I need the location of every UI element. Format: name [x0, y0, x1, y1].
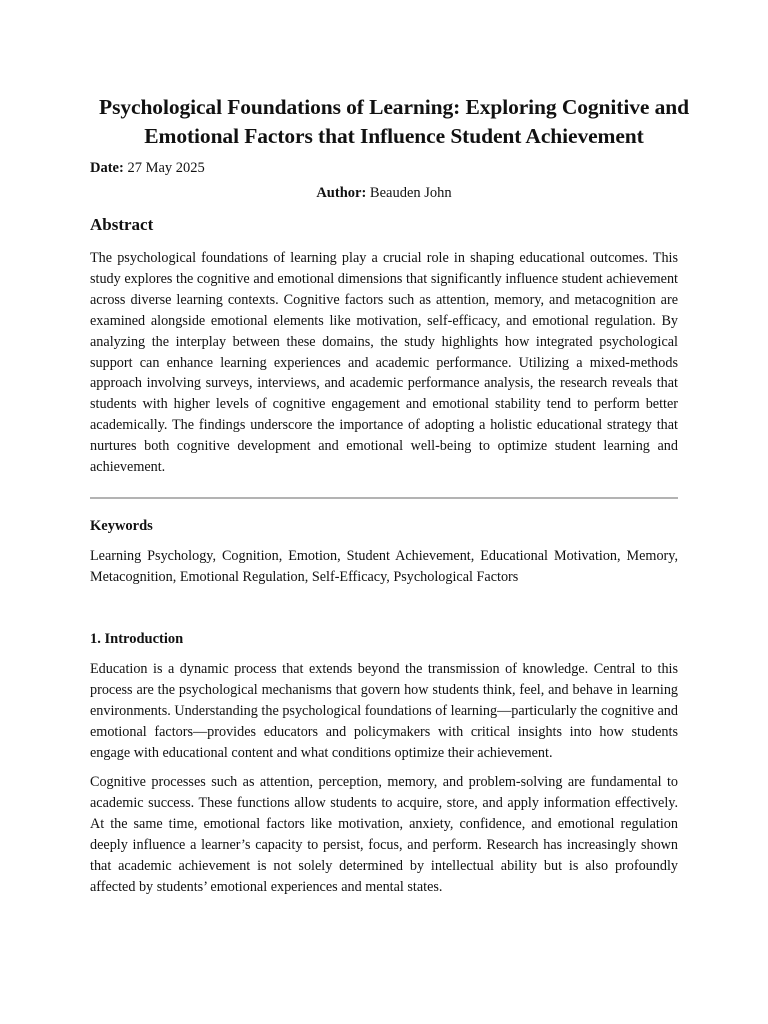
author-label: Author: [316, 185, 367, 201]
keywords-heading: Keywords [90, 518, 153, 534]
introduction-paragraph-1: Education is a dynamic process that extends beyond the transmission of knowledge. Central to this process are the psychological mechanisms that govern how students think, feel, and behave in learning environments. Understanding the psychological foundations of learning—particularly the cognitive and emotional factors—provides educators and policymakers with critical insights into how students engage with educational content and what conditions optimize their achievement. [90, 661, 678, 761]
date-line [90, 159, 205, 177]
section-divider [90, 497, 678, 499]
introduction-paragraph-2: Cognitive processes such as attention, perception, memory, and problem-solving are fundamental to academic success. These functions allow students to acquire, store, and apply information effectively. At the same time, emotional factors like motivation, anxiety, confidence, and emotional regulation deeply influence a learner’s capacity to persist, focus, and perform. Research has increasingly shown that academic achievement is not solely determined by intellectual ability but is also profoundly affected by students’ emotional experiences and mental states. [90, 774, 678, 895]
date-value: 27 May 2025 [127, 160, 205, 176]
abstract-heading: Abstract [90, 215, 154, 234]
introduction-heading: 1. Introduction [90, 631, 184, 647]
keywords-list: Learning Psychology, Cognition, Emotion, Student Achievement, Educational Motivation, Memory, Metacognition, Emotional Regulation, Self-Efficacy, Psychological Factors [90, 548, 678, 585]
abstract-paragraph: The psychological foundations of learning play a crucial role in shaping educational outcomes. This study explores the cognitive and emotional dimensions that significantly influence student achievement across diverse learning contexts. Cognitive factors such as attention, memory, and metacognition are examined alongside emotional elements like motivation, self-efficacy, and emotional regulation. By analyzing the interplay between these domains, the study highlights how integrated psychological support can enhance learning experiences and academic performance. Utilizing a mixed-methods approach involving surveys, interviews, and academic performance analysis, the research reveals that students with higher levels of cognitive engagement and emotional stability tend to perform better academically. The findings underscore the importance of adopting a holistic educational strategy that nurtures both cognitive development and emotional well-being to optimize student learning and achievement. [90, 250, 678, 476]
paper-title: Psychological Foundations of Learning: Exploring Cognitive and Emotional Factors that Influence Student Achievement [99, 95, 689, 148]
author-line [90, 184, 678, 202]
date-label: Date: [90, 160, 124, 176]
author-value: Beauden John [369, 185, 452, 201]
